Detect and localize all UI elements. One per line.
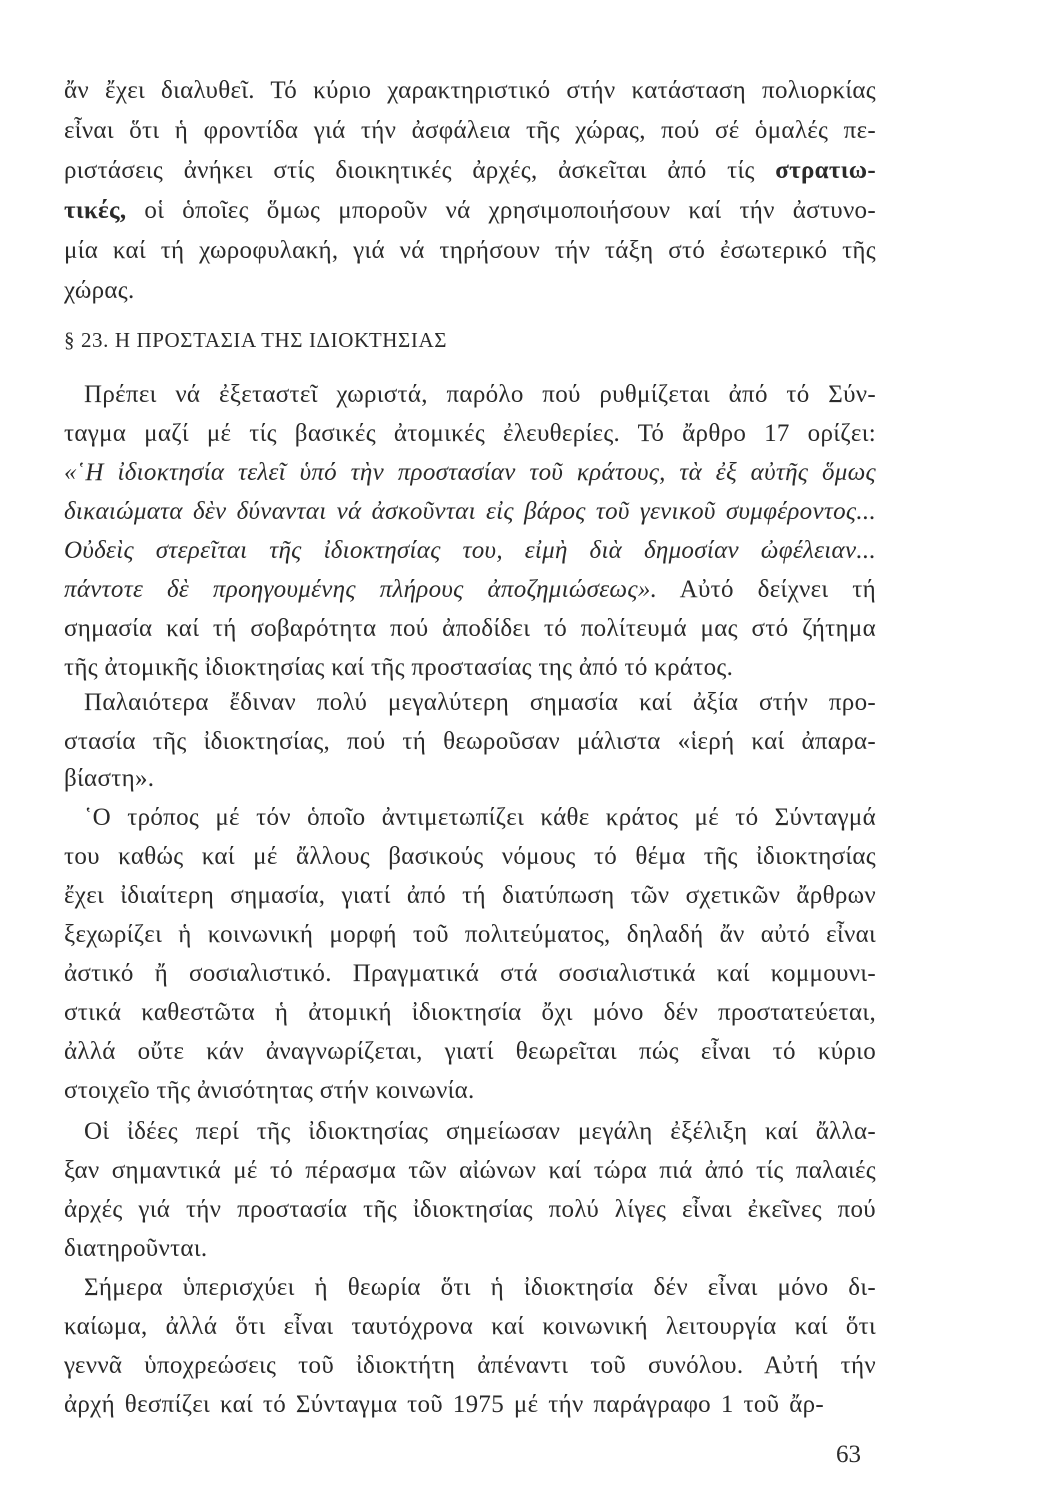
text-line: ἀστικό ἤ σοσιαλιστικό. Πραγματικά στά σοσιαλιστικά καί κομμουνι- (64, 960, 876, 987)
text-line: Πρέπει νά ἐξεταστεῖ χωριστά, παρόλο πού ρυθμίζεται ἀπό τό Σύν- (84, 381, 876, 408)
text-run: Αὐτό δείχνει τή (657, 576, 876, 603)
text-line: ἀρχή θεσπίζει καί τό Σύνταγμα τοῦ 1975 μέ τήν παράγραφο 1 τοῦ ἄρ- (64, 1391, 824, 1418)
text-line: ταγμα μαζί μέ τίς βασικές ἀτομικές ἐλευθερίες. Τό ἄρθρο 17 ορίζει: (64, 420, 876, 447)
text-line: ἄν ἔχει διαλυθεῖ. Τό κύριο χαρακτηριστικό στήν κατάσταση πολιορκίας (64, 77, 876, 104)
text-line: χώρας. (64, 277, 135, 304)
quote-line (64, 536, 876, 566)
italic-quote: «῾Η ἰδιοκτησία τελεῖ ὑπό τὴν προστασίαν τοῦ κράτους, τὰ ἐξ αὐτῆς ὅμως (64, 459, 876, 486)
text-line: στικά καθεστῶτα ἡ ἀτομική ἰδιοκτησία ὄχι μόνο δέν προστατεύεται, (64, 999, 876, 1026)
text-line: ἀλλά οὔτε κάν ἀναγνωρίζεται, γιατί θεωρεῖται πώς εἶναι τό κύριο (64, 1038, 876, 1065)
text-line: τῆς ἀτομικῆς ἰδιοκτησίας καί τῆς προστασίας της ἀπό τό κράτος. (64, 654, 734, 681)
quote-line (64, 458, 876, 488)
text-line: ξεχωρίζει ἡ κοινωνική μορφή τοῦ πολιτεύματος, δηλαδή ἄν αὐτό εἶναι (64, 921, 876, 948)
text-line: Οἱ ἰδέες περί τῆς ἰδιοκτησίας σημείωσαν μεγάλη ἐξέλιξη καί ἄλλα- (84, 1118, 876, 1145)
text-line (64, 156, 876, 186)
text-line: εἶναι ὅτι ἡ φροντίδα γιά τήν ἀσφάλεια τῆς χώρας, πού σέ ὁμαλές πε- (64, 117, 876, 144)
text-line: καίωμα, ἀλλά ὅτι εἶναι ταυτόχρονα καί κοινωνική λειτουργία καί ὅτι (64, 1313, 876, 1340)
section-heading: § 23. Η ΠΡΟΣΤΑΣΙΑ ΤΗΣ ΙΔΙΟΚΤΗΣΙΑΣ (64, 328, 448, 352)
text-line: βίαστη». (64, 765, 155, 792)
text-line (64, 196, 876, 226)
text-line: στασία τῆς ἰδιοκτησίας, πού τή θεωροῦσαν μάλιστα «ἱερή καί ἀπαρα- (64, 728, 876, 755)
text-line: μία καί τή χωροφυλακή, γιά νά τηρήσουν τήν τάξη στό ἐσωτερικό τῆς (64, 237, 876, 264)
text-line: Παλαιότερα ἔδιναν πολύ μεγαλύτερη σημασία καί ἀξία στήν προ- (84, 689, 876, 716)
text-run: οἱ ὁποῖες ὅμως μποροῦν νά χρησιμοποιήσουν καί τήν ἀστυνο- (126, 197, 876, 224)
text-line: διατηροῦνται. (64, 1235, 208, 1262)
text-line: ἀρχές γιά τήν προστασία τῆς ἰδιοκτησίας πολύ λίγες εἶναι ἐκεῖνες πού (64, 1196, 876, 1223)
text-line: στοιχεῖο τῆς ἀνισότητας στήν κοινωνία. (64, 1077, 475, 1104)
bold-term: στρατιω- (775, 157, 876, 184)
text-line: του καθώς καί μέ ἄλλους βασικούς νόμους τό θέμα τῆς ἰδιοκτησίας (64, 843, 876, 870)
text-line: ξαν σημαντικά μέ τό πέρασμα τῶν αἰώνων καί τώρα πιά ἀπό τίς παλαιές (64, 1157, 876, 1184)
quote-line (64, 497, 876, 527)
text-run: ριστάσεις ἀνήκει στίς διοικητικές ἀρχές, ἀσκεῖται ἀπό τίς (64, 157, 776, 184)
italic-quote: πάντοτε δὲ προηγουμένης πλήρους ἀποζημιώσεως». (64, 576, 658, 603)
italic-quote: δικαιώματα δὲν δύνανται νά ἀσκοῦνται εἰς βάρος τοῦ γενικοῦ συμφέροντος... (64, 498, 876, 525)
text-line: γεννᾶ ὑποχρεώσεις τοῦ ἰδιοκτήτη ἀπέναντι τοῦ συνόλου. Αὐτή τήν (64, 1352, 876, 1379)
bold-term: τικές, (64, 197, 127, 224)
page-number: 63 (836, 1441, 861, 1468)
quote-line (64, 575, 876, 605)
text-line: σημασία καί τή σοβαρότητα πού ἀποδίδει τό πολίτευμά μας στό ζήτημα (64, 615, 876, 642)
text-line: ῾Ο τρόπος μέ τόν ὁποῖο ἀντιμετωπίζει κάθε κράτος μέ τό Σύνταγμά (84, 804, 876, 831)
text-line: ἔχει ἰδιαίτερη σημασία, γιατί ἀπό τή διατύπωση τῶν σχετικῶν ἄρθρων (64, 882, 876, 909)
italic-quote: Οὐδεὶς στερεῖται τῆς ἰδιοκτησίας του, εἰμὴ διὰ δημοσίαν ὠφέλειαν... (64, 537, 876, 564)
text-line: Σήμερα ὑπερισχύει ἡ θεωρία ὅτι ἡ ἰδιοκτησία δέν εἶναι μόνο δι- (84, 1274, 876, 1301)
